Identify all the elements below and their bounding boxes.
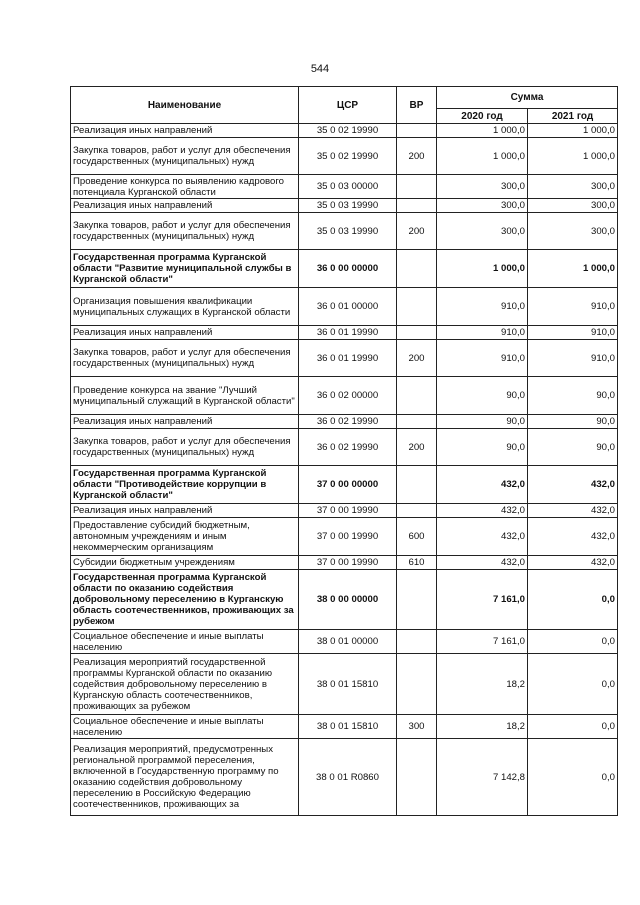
- table-row: [71, 340, 618, 377]
- row-name-cell: Проведение конкурса по выявлению кадрового потенциала Курганской области: [71, 175, 299, 199]
- row-amount-2021-cell: 90,0: [528, 415, 618, 429]
- row-amount-2020-cell: 7 161,0: [437, 630, 528, 654]
- row-csr-cell: 35 0 03 00000: [299, 175, 397, 199]
- row-amount-2020-cell: 432,0: [437, 556, 528, 570]
- row-vr-cell: 600: [397, 518, 437, 556]
- row-csr-cell: 35 0 02 19990: [299, 138, 397, 175]
- row-csr-cell: 38 0 01 R0860: [299, 739, 397, 816]
- row-name-cell: Социальное обеспечение и иные выплаты населению: [71, 715, 299, 739]
- row-csr-cell: 36 0 01 19990: [299, 326, 397, 340]
- row-vr-cell: [397, 250, 437, 288]
- row-amount-2021-cell: 432,0: [528, 518, 618, 556]
- table-row: [71, 415, 618, 429]
- table-row: [71, 429, 618, 466]
- row-amount-2020-cell: 300,0: [437, 213, 528, 250]
- table-row: [71, 250, 618, 288]
- row-amount-2021-cell: 300,0: [528, 213, 618, 250]
- row-amount-2020-cell: 910,0: [437, 340, 528, 377]
- row-amount-2021-cell: 432,0: [528, 556, 618, 570]
- row-csr-cell: 35 0 02 19990: [299, 124, 397, 138]
- row-name-cell: Реализация мероприятий, предусмотренных региональной программой переселения, включенной в Государственную программу по оказанию содействия добровольному переселению в Российскую Федерацию соотечественников, проживающих за: [71, 739, 299, 816]
- table-row: [71, 518, 618, 556]
- row-name-cell: Государственная программа Курганской области "Развитие муниципальной службы в Курганской области": [71, 250, 299, 288]
- row-amount-2021-cell: 0,0: [528, 654, 618, 715]
- row-csr-cell: 38 0 00 00000: [299, 570, 397, 630]
- header-year-2021: 2021 год: [528, 109, 618, 124]
- table-row: [71, 739, 618, 816]
- row-amount-2021-cell: 300,0: [528, 199, 618, 213]
- row-vr-cell: [397, 175, 437, 199]
- row-csr-cell: 36 0 00 00000: [299, 250, 397, 288]
- row-name-cell: Предоставление субсидий бюджетным, автономным учреждениям и иным некоммерческим организациям: [71, 518, 299, 556]
- row-name-cell: Организация повышения квалификации муниципальных служащих в Курганской области: [71, 288, 299, 326]
- row-amount-2021-cell: 910,0: [528, 340, 618, 377]
- header-year-2020: 2020 год: [437, 109, 528, 124]
- page-number: 544: [310, 63, 330, 75]
- row-csr-cell: 36 0 02 19990: [299, 415, 397, 429]
- row-vr-cell: [397, 415, 437, 429]
- table-row: [71, 466, 618, 504]
- row-amount-2021-cell: 0,0: [528, 630, 618, 654]
- row-amount-2021-cell: 1 000,0: [528, 138, 618, 175]
- row-vr-cell: [397, 199, 437, 213]
- table-row: [71, 326, 618, 340]
- row-vr-cell: [397, 570, 437, 630]
- table-row: [71, 715, 618, 739]
- row-amount-2021-cell: 90,0: [528, 377, 618, 415]
- table-row: [71, 124, 618, 138]
- row-amount-2021-cell: 90,0: [528, 429, 618, 466]
- table-row: [71, 199, 618, 213]
- row-amount-2021-cell: 1 000,0: [528, 250, 618, 288]
- row-amount-2021-cell: 432,0: [528, 466, 618, 504]
- row-amount-2021-cell: 0,0: [528, 739, 618, 816]
- row-csr-cell: 36 0 02 19990: [299, 429, 397, 466]
- row-amount-2021-cell: 300,0: [528, 175, 618, 199]
- row-amount-2021-cell: 0,0: [528, 570, 618, 630]
- row-amount-2021-cell: 432,0: [528, 504, 618, 518]
- row-name-cell: Реализация иных направлений: [71, 199, 299, 213]
- row-amount-2020-cell: 1 000,0: [437, 124, 528, 138]
- row-name-cell: Закупка товаров, работ и услуг для обеспечения государственных (муниципальных) нужд: [71, 429, 299, 466]
- row-amount-2020-cell: 432,0: [437, 518, 528, 556]
- table-row: [71, 175, 618, 199]
- row-name-cell: Реализация иных направлений: [71, 415, 299, 429]
- row-vr-cell: [397, 739, 437, 816]
- row-csr-cell: 35 0 03 19990: [299, 199, 397, 213]
- header-name: Наименование: [71, 87, 299, 124]
- row-vr-cell: [397, 377, 437, 415]
- row-vr-cell: [397, 124, 437, 138]
- header-csr: ЦСР: [299, 87, 397, 124]
- row-amount-2020-cell: 910,0: [437, 288, 528, 326]
- row-amount-2020-cell: 90,0: [437, 429, 528, 466]
- row-csr-cell: 36 0 01 00000: [299, 288, 397, 326]
- row-amount-2020-cell: 18,2: [437, 654, 528, 715]
- row-csr-cell: 37 0 00 19990: [299, 518, 397, 556]
- row-amount-2020-cell: 7 142,8: [437, 739, 528, 816]
- row-csr-cell: 36 0 01 19990: [299, 340, 397, 377]
- table-row: [71, 570, 618, 630]
- header-vr: ВР: [397, 87, 437, 124]
- row-name-cell: Закупка товаров, работ и услуг для обеспечения государственных (муниципальных) нужд: [71, 213, 299, 250]
- row-amount-2020-cell: 910,0: [437, 326, 528, 340]
- row-csr-cell: 38 0 01 15810: [299, 715, 397, 739]
- row-vr-cell: 610: [397, 556, 437, 570]
- budget-table: [70, 86, 618, 816]
- table-row: [71, 138, 618, 175]
- row-csr-cell: 37 0 00 19990: [299, 504, 397, 518]
- row-amount-2020-cell: 90,0: [437, 377, 528, 415]
- row-vr-cell: [397, 466, 437, 504]
- row-vr-cell: [397, 630, 437, 654]
- row-vr-cell: [397, 504, 437, 518]
- row-name-cell: Реализация иных направлений: [71, 326, 299, 340]
- row-vr-cell: [397, 288, 437, 326]
- row-amount-2020-cell: 432,0: [437, 504, 528, 518]
- row-amount-2020-cell: 18,2: [437, 715, 528, 739]
- row-vr-cell: 200: [397, 138, 437, 175]
- row-name-cell: Государственная программа Курганской области "Противодействие коррупции в Курганской области": [71, 466, 299, 504]
- row-amount-2020-cell: 7 161,0: [437, 570, 528, 630]
- row-name-cell: Реализация иных направлений: [71, 504, 299, 518]
- row-vr-cell: [397, 654, 437, 715]
- table-row: [71, 213, 618, 250]
- row-name-cell: Социальное обеспечение и иные выплаты населению: [71, 630, 299, 654]
- table-row: [71, 556, 618, 570]
- row-amount-2021-cell: 910,0: [528, 288, 618, 326]
- row-amount-2020-cell: 300,0: [437, 199, 528, 213]
- row-name-cell: Государственная программа Курганской области по оказанию содействия добровольному переселению в Курганскую область соотечественников, проживающих за рубежом: [71, 570, 299, 630]
- row-csr-cell: 38 0 01 15810: [299, 654, 397, 715]
- row-amount-2021-cell: 910,0: [528, 326, 618, 340]
- row-vr-cell: [397, 326, 437, 340]
- row-amount-2021-cell: 0,0: [528, 715, 618, 739]
- row-csr-cell: 37 0 00 19990: [299, 556, 397, 570]
- row-csr-cell: 38 0 01 00000: [299, 630, 397, 654]
- row-csr-cell: 37 0 00 00000: [299, 466, 397, 504]
- row-amount-2020-cell: 432,0: [437, 466, 528, 504]
- table-row: [71, 630, 618, 654]
- row-name-cell: Реализация мероприятий государственной программы Курганской области по оказанию содействия добровольному переселению в Курганскую область соотечественников, проживающих за рубежом: [71, 654, 299, 715]
- row-amount-2020-cell: 300,0: [437, 175, 528, 199]
- table-row: [71, 654, 618, 715]
- row-name-cell: Субсидии бюджетным учреждениям: [71, 556, 299, 570]
- row-csr-cell: 35 0 03 19990: [299, 213, 397, 250]
- row-vr-cell: 300: [397, 715, 437, 739]
- row-name-cell: Закупка товаров, работ и услуг для обеспечения государственных (муниципальных) нужд: [71, 138, 299, 175]
- table-row: [71, 504, 618, 518]
- row-csr-cell: 36 0 02 00000: [299, 377, 397, 415]
- row-amount-2020-cell: 1 000,0: [437, 138, 528, 175]
- table-row: [71, 288, 618, 326]
- row-vr-cell: 200: [397, 213, 437, 250]
- row-vr-cell: 200: [397, 429, 437, 466]
- row-vr-cell: 200: [397, 340, 437, 377]
- row-amount-2020-cell: 90,0: [437, 415, 528, 429]
- row-amount-2021-cell: 1 000,0: [528, 124, 618, 138]
- row-name-cell: Закупка товаров, работ и услуг для обеспечения государственных (муниципальных) нужд: [71, 340, 299, 377]
- row-amount-2020-cell: 1 000,0: [437, 250, 528, 288]
- row-name-cell: Реализация иных направлений: [71, 124, 299, 138]
- table-row: [71, 377, 618, 415]
- row-name-cell: Проведение конкурса на звание "Лучший муниципальный служащий в Курганской области": [71, 377, 299, 415]
- header-sum: Сумма: [437, 87, 618, 109]
